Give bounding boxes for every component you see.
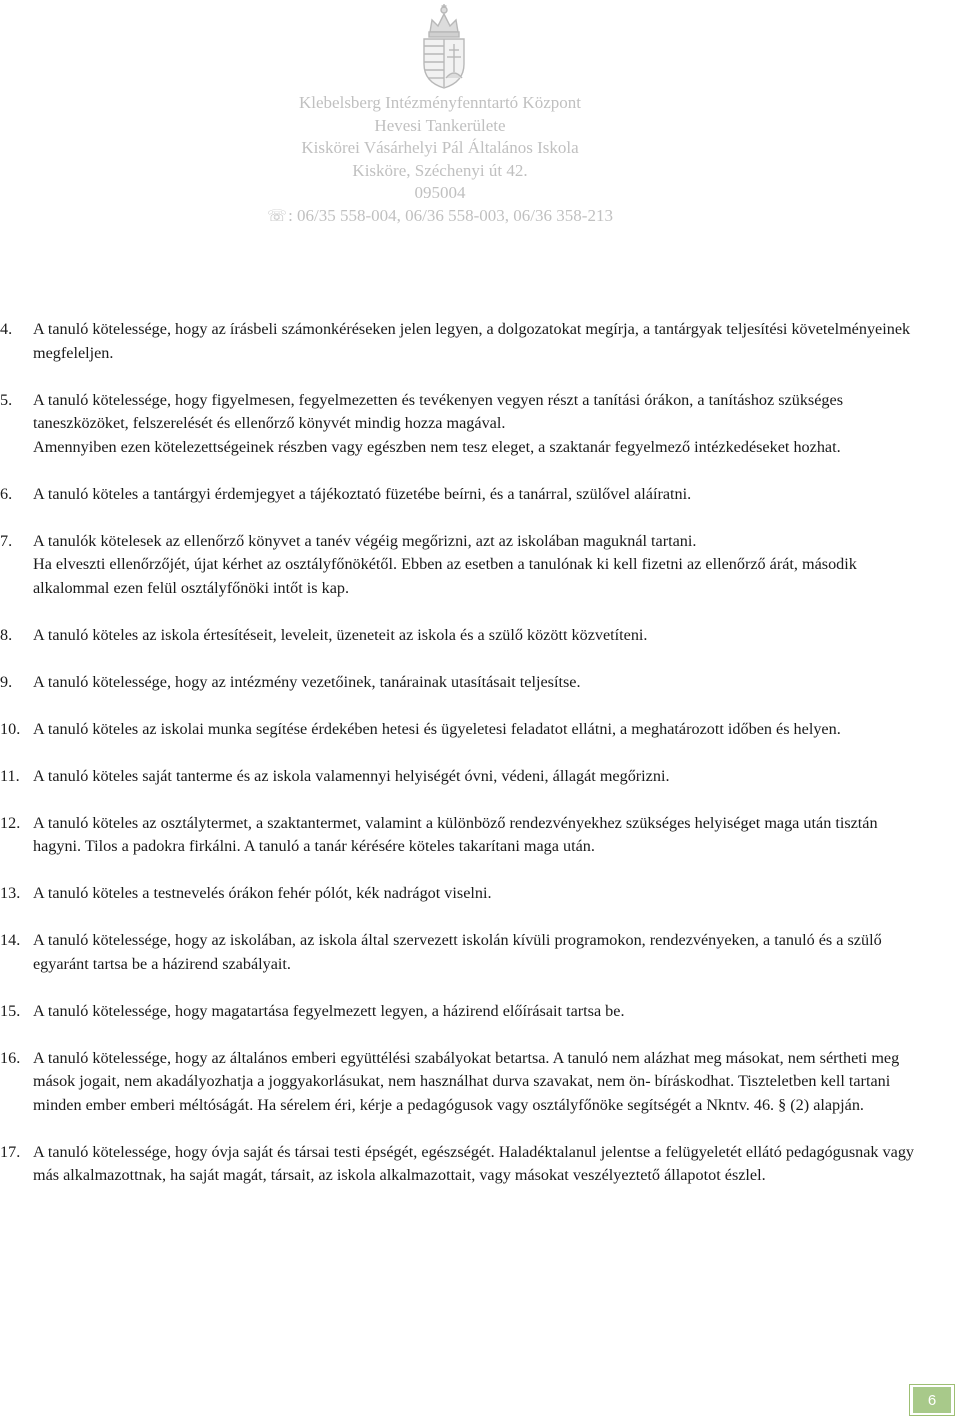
list-item xyxy=(0,530,960,601)
header-line-address: Kisköre, Széchenyi út 42. xyxy=(352,160,528,180)
item-number: 14. xyxy=(0,931,21,949)
list-item xyxy=(0,483,960,507)
item-text: A tanulók kötelesek az ellenőrző könyvet a tanév végéig megőrizni, azt az iskolában maguknál tartani. xyxy=(33,531,697,550)
item-text: A tanuló köteles saját tanterme és az iskola valamennyi helyiségét óvni, védeni, állagát megőrizni. xyxy=(33,766,670,785)
telephone-icon: ☏ xyxy=(267,207,288,225)
item-number: 8. xyxy=(0,625,13,644)
list-item xyxy=(0,765,960,789)
institution-info xyxy=(0,92,880,228)
item-text: A tanuló köteles a tantárgyi érdemjegyet a tájékoztató füzetébe beírni, és a tanárral, szülővel aláíratni. xyxy=(33,484,692,503)
item-number: 17. xyxy=(0,1142,21,1161)
item-number: 10. xyxy=(0,719,21,738)
item-text: A tanuló köteles az osztálytermet, a szaktantermet, valamint a különböző rendezvényekhez szükséges helyiséget maga után tisztán hagyni. Tilos a padokra firkálni. A tanuló a tanár kérésére köteles takarítani maga után. xyxy=(33,813,878,855)
page-number: 6 xyxy=(913,1387,951,1413)
item-text: A tanuló kötelessége, hogy figyelmesen, fegyelmezetten és tevékenyen vegyen részt a tanítási órákon, a tanításhoz szükséges taneszközöket, felszerelését és ellenőrző könyvét mindig hozza magával. xyxy=(33,390,843,432)
phone-numbers: : 06/35 558-004, 06/36 558-003, 06/36 358-213 xyxy=(288,205,613,225)
item-text: A tanuló kötelessége, hogy óvja saját és társai testi épségét, egészségét. Haladéktalanul jelentse a felügyeletét ellátó pedagógusnak vagy más alkalmazottnak, ha saját magát, társait, az iskola alkalmazottait, vagy másokat veszélyeztető állapotot észlel. xyxy=(33,1142,915,1184)
rules-list xyxy=(0,318,960,1211)
list-item xyxy=(0,812,960,859)
item-text: Ha elveszti ellenőrzőjét, újat kérhet az osztályfőnökétől. Ebben az esetben a tanulónak ki kell fizetni az ellenőrző árát, második alkalommal ezen felül osztályfőnöki intőt is kap. xyxy=(33,555,857,597)
item-number: 16. xyxy=(0,1048,21,1067)
header-line-district: Hevesi Tankerülete xyxy=(374,115,506,135)
item-number: 12. xyxy=(0,813,21,832)
item-text: A tanuló kötelessége, hogy magatartása fegyelmezett legyen, a házirend előírásait tartsa be. xyxy=(33,1001,625,1020)
item-number: 9. xyxy=(0,672,13,691)
item-number: 6. xyxy=(0,484,13,503)
list-item xyxy=(0,389,960,460)
item-text: A tanuló kötelessége, hogy az általános emberi együttélési szabályokat betartsa. A tanuló nem alázhat meg másokat, nem sértheti meg mások jogait, nem akadályozhatja a joggyakorlásukat, nem használhat durva szavakat, nem ön- bíráskodhat. Tiszteletben kell tartani minden ember emberi méltóságát. Ha sérelem éri, kérje a pedagógusok vagy osztályfőnöke segítségét a Nkntv. 46. § (2) alapján. xyxy=(33,1048,900,1114)
item-number: 15. xyxy=(0,1001,21,1020)
list-item xyxy=(0,1141,960,1188)
list-item xyxy=(0,624,960,648)
list-item xyxy=(0,1000,960,1024)
coat-of-arms-icon xyxy=(416,2,472,90)
item-text: A tanuló köteles az iskola értesítéseit, leveleit, üzeneteit az iskola és a szülő között közvetíteni. xyxy=(33,625,648,644)
item-number: 5. xyxy=(0,390,13,409)
item-text: A tanuló kötelessége, hogy az intézmény vezetőinek, tanárainak utasításait teljesítse. xyxy=(33,672,581,691)
list-item xyxy=(0,671,960,695)
item-number: 13. xyxy=(0,884,21,902)
header-line-om-code: 095004 xyxy=(414,183,466,202)
list-item xyxy=(0,1047,960,1118)
list-item xyxy=(0,929,960,976)
list-item xyxy=(0,882,960,906)
item-text: A tanuló köteles a testnevelés órákon fehér pólót, kék nadrágot viselni. xyxy=(33,884,492,902)
page-number-badge xyxy=(909,1384,955,1416)
item-text: A tanuló köteles az iskolai munka segítése érdekében hetesi és ügyeletesi feladatot ellátni, a meghatározott időben és helyen. xyxy=(33,719,841,738)
header-line-authority: Klebelsberg Intézményfenntartó Központ xyxy=(299,93,581,112)
header-line-school: Kiskörei Vásárhelyi Pál Általános Iskola xyxy=(301,138,579,157)
item-text: Amennyiben ezen kötelezettségeinek részben vagy egészben nem tesz eleget, a szaktanár fegyelmező intézkedéseket hozhat. xyxy=(33,437,841,456)
item-number: 7. xyxy=(0,531,13,550)
list-item xyxy=(0,318,960,365)
item-text: A tanuló kötelessége, hogy az iskolában, az iskola által szervezett iskolán kívüli programokon, rendezvényeken, a tanuló és a szülő egyaránt tartsa be a házirend szabályait. xyxy=(33,931,882,973)
header-line-phone xyxy=(0,205,880,229)
list-item xyxy=(0,718,960,742)
item-text: A tanuló kötelessége, hogy az írásbeli számonkéréseken jelen legyen, a dolgozatokat megírja, a tantárgyak teljesítési követelményeinek megfeleljen. xyxy=(33,320,911,362)
item-number: 4. xyxy=(0,320,13,338)
item-number: 11. xyxy=(0,766,20,785)
